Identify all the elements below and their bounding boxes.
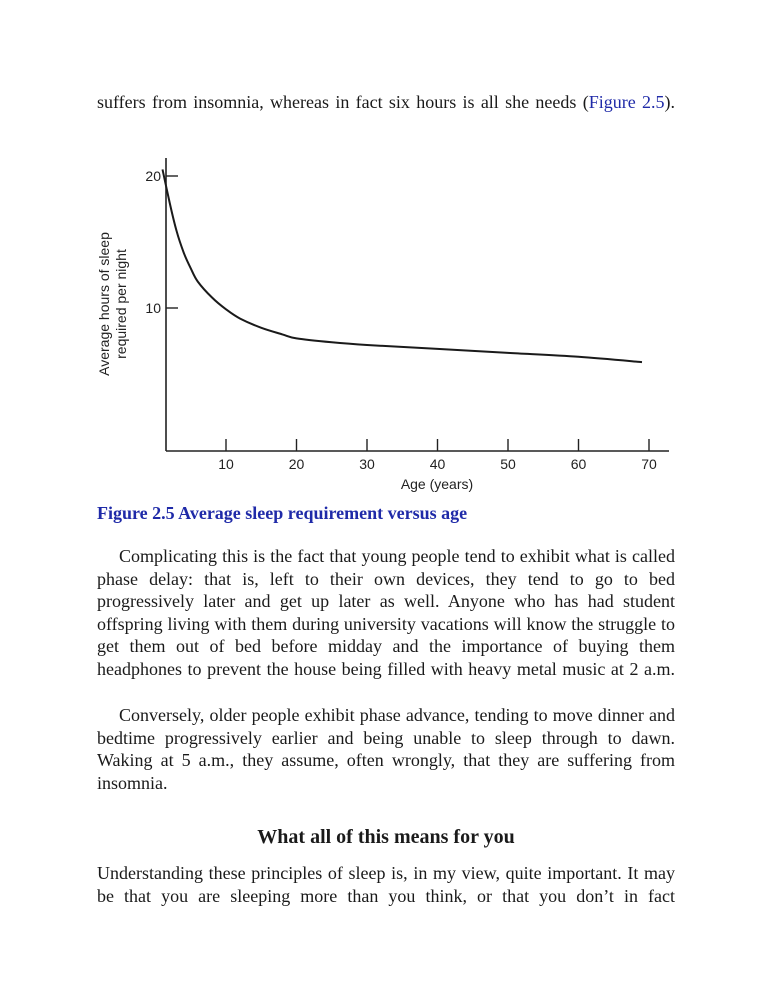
- intro-closing: ).: [664, 92, 676, 112]
- y-axis-label-line: required per night: [113, 249, 129, 359]
- intro-paragraph: [97, 91, 675, 136]
- x-tick-label: 70: [641, 456, 657, 472]
- intro-text: suffers from insomnia, whereas in fact six hours is all she needs (: [97, 92, 589, 112]
- x-tick-label: 30: [359, 456, 375, 472]
- figure-link[interactable]: Figure 2.5: [588, 92, 665, 112]
- x-axis-label: Age (years): [400, 476, 474, 492]
- section-body: Understanding these principles of sleep is, in my view, quite important. It may be that you are sleeping more than you think, or that you don’t in fact: [97, 863, 675, 906]
- paragraph-phase-advance: Conversely, older people exhibit phase advance, tending to move dinner and bedtime progressively earlier and being unable to sleep through to dawn. Waking at 5 a.m., they assume, often wrongly, that they are suffering from insomnia.: [97, 705, 675, 793]
- sleep-age-chart: [95, 150, 680, 498]
- x-tick-label: 60: [570, 456, 587, 472]
- figure-caption: Figure 2.5 Average sleep requirement versus age: [97, 503, 468, 523]
- paragraph-phase-delay: Complicating this is the fact that young people tend to exhibit what is called phase delay: that is, left to their own devices, they tend to go to bed progressively later and get up later as well. Anyone who has had student offspring living with them during university vacations will know the struggle to get them out of bed before midday and the importance of buying them headphones to prevent the house being filled with heavy metal music at 2 a.m.: [97, 546, 675, 679]
- y-axis-label: [96, 232, 129, 376]
- series-line: [163, 169, 643, 362]
- x-tick-label: 10: [218, 456, 234, 472]
- y-tick-label: 10: [145, 300, 161, 316]
- section-heading: What all of this means for you: [257, 826, 515, 848]
- y-axis-label-line: Average hours of sleep: [96, 232, 112, 376]
- x-tick-label: 50: [500, 456, 516, 472]
- y-tick-label: 20: [145, 168, 161, 184]
- x-tick-label: 40: [429, 456, 446, 472]
- x-tick-label: 20: [288, 456, 305, 472]
